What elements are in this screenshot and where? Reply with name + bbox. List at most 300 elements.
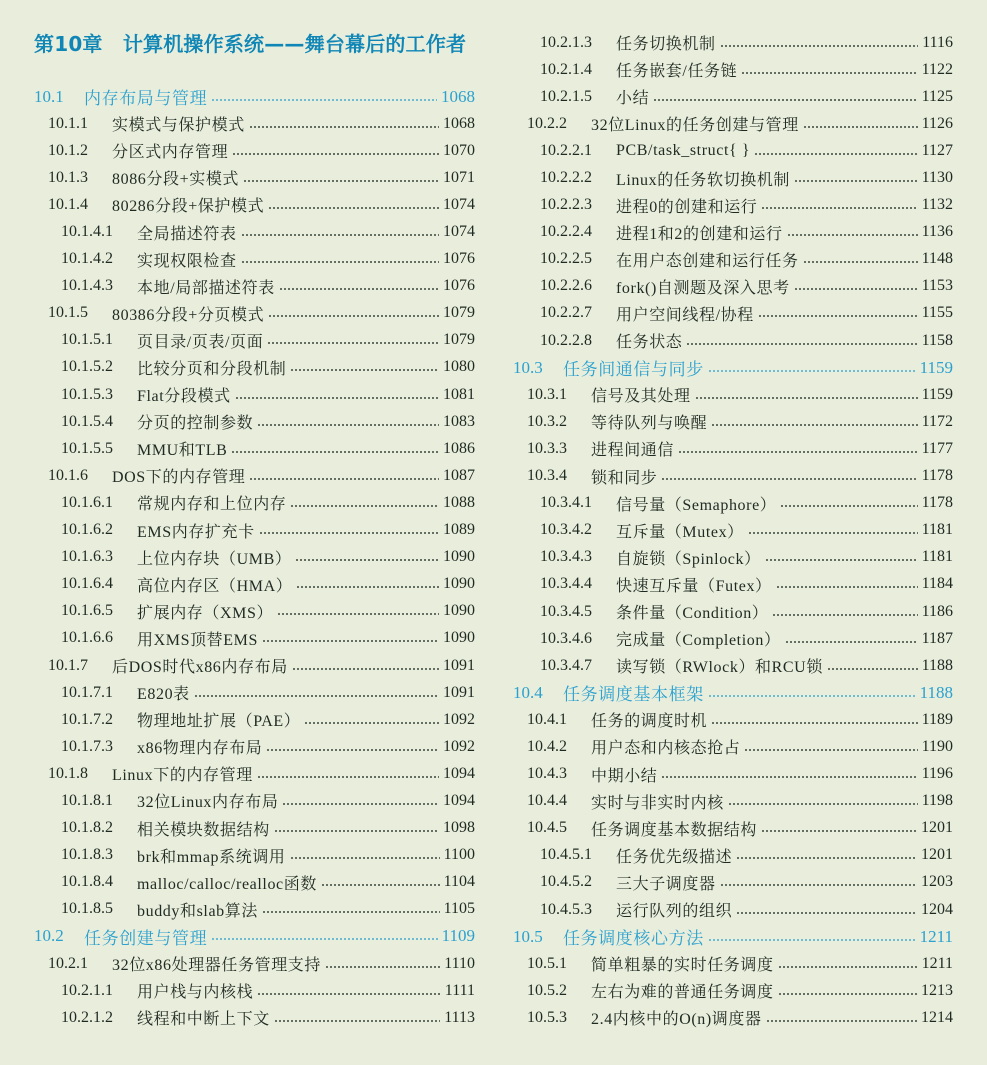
page-number: 1211: [921, 954, 953, 972]
dot-leader: [678, 451, 918, 453]
page-number: 1188: [919, 682, 953, 702]
entry-title: Linux下的内存管理: [112, 767, 253, 785]
dot-leader: [720, 884, 917, 886]
toc-entry: [34, 1004, 475, 1031]
page-number: 1087: [443, 466, 475, 484]
dot-leader: [695, 397, 918, 399]
page-number: 1190: [921, 737, 953, 755]
entry-number: 10.1.8.3: [61, 846, 113, 864]
entry-title: 任务间通信与同步: [563, 360, 704, 380]
dot-leader: [778, 966, 918, 968]
entry-title: 2.4内核中的O(n)调度器: [591, 1011, 762, 1029]
page-number: 1092: [443, 710, 475, 728]
page-number: 1116: [922, 33, 953, 51]
entry-number: 10.1.7.1: [61, 683, 113, 701]
entry-number: 10.1.6.3: [61, 548, 113, 566]
entry-number: 10.1.1: [48, 114, 88, 132]
entry-title: 比较分页和分段机制: [137, 360, 287, 378]
page-number: 1204: [921, 900, 953, 918]
page-number: 1090: [443, 629, 475, 647]
entry-title: DOS下的内存管理: [112, 469, 246, 487]
entry-number: 10.2.2.1: [540, 141, 592, 159]
dot-leader: [765, 559, 918, 561]
entry-number: 10.3.2: [527, 412, 567, 430]
toc-entry: [513, 761, 953, 788]
entry-number: 10.1.6.5: [61, 602, 113, 620]
toc-entry: [34, 517, 475, 544]
entry-title: brk和mmap系统调用: [137, 848, 286, 866]
entry-title: 用户态和内核态抢占: [591, 740, 741, 758]
toc-entry: [34, 137, 475, 164]
dot-leader: [778, 993, 917, 995]
toc-entry: [513, 788, 953, 815]
dot-leader: [761, 830, 917, 832]
entry-title: 后DOS时代x86内存布局: [112, 659, 288, 677]
page-number: 1122: [921, 60, 953, 78]
chapter-title: 第10章 计算机操作系统——舞台幕后的工作者: [34, 32, 467, 56]
page-number: 1070: [443, 141, 475, 159]
entry-title: E820表: [137, 686, 190, 704]
entry-title: x86物理内存布局: [137, 740, 263, 758]
entry-number: 10.3: [513, 357, 543, 377]
entry-number: 10.2.1.3: [540, 33, 592, 51]
dot-leader: [257, 424, 439, 426]
page-number: 1083: [443, 412, 475, 430]
toc-entry: [513, 733, 953, 760]
entry-number: 10.1.8.4: [61, 873, 113, 891]
entry-title: 分区式内存管理: [112, 144, 229, 162]
dot-leader: [803, 261, 918, 263]
entry-title: 常规内存和上位内存: [137, 496, 287, 514]
dot-leader: [241, 261, 439, 263]
page-number: 1136: [921, 223, 953, 241]
entry-number: 10.1.7.3: [61, 737, 113, 755]
toc-right-column: [513, 29, 953, 1031]
entry-title: 实时与非实时内核: [591, 794, 724, 812]
dot-leader: [232, 153, 439, 155]
entry-number: 10.2.1.4: [540, 60, 592, 78]
dot-leader: [296, 586, 439, 588]
entry-title: Linux的任务软切换机制: [616, 171, 791, 189]
toc-entry: [513, 463, 953, 490]
dot-leader: [803, 126, 918, 128]
page-number: 1189: [921, 710, 953, 728]
entry-number: 10.1.4: [48, 195, 88, 213]
entry-title: 运行队列的组织: [616, 903, 733, 921]
entry-title: 32位x86处理器任务管理支持: [112, 957, 322, 975]
toc-entry: [34, 977, 475, 1004]
entry-title: 任务调度基本数据结构: [591, 821, 758, 839]
page-number: 1113: [444, 1008, 475, 1026]
entry-number: 10.1.5.2: [61, 358, 113, 376]
page-number: 1198: [921, 792, 953, 810]
page-number: 1094: [443, 791, 475, 809]
entry-title: 8086分段+实模式: [112, 171, 240, 189]
page-number: 1091: [443, 656, 475, 674]
dot-leader: [748, 532, 918, 534]
entry-number: 10.1.8.2: [61, 819, 113, 837]
toc-entry: [34, 83, 475, 110]
page-number: 1068: [441, 86, 475, 106]
toc-entry: [34, 191, 475, 218]
page-number: 1127: [921, 141, 953, 159]
dot-leader: [787, 234, 918, 236]
entry-number: 10.4.5.1: [540, 846, 592, 864]
dot-leader: [708, 695, 916, 697]
page-number: 1091: [443, 683, 475, 701]
entry-number: 10.2.2.7: [540, 304, 592, 322]
entry-number: 10.1.6.1: [61, 493, 113, 511]
dot-leader: [292, 668, 439, 670]
entry-number: 10.1.4.2: [61, 250, 113, 268]
dot-leader: [758, 315, 918, 317]
toc-entry: [34, 354, 475, 381]
page-number: 1130: [921, 169, 953, 187]
entry-number: 10.1.5.3: [61, 385, 113, 403]
dot-leader: [754, 153, 917, 155]
toc-entry: [513, 544, 953, 571]
entry-title: 高位内存区（HMA）: [137, 577, 293, 595]
page-number: 1177: [921, 439, 953, 457]
dot-leader: [785, 641, 918, 643]
dot-leader: [274, 1020, 440, 1022]
dot-leader: [653, 99, 917, 101]
page-number: 1076: [443, 250, 475, 268]
dot-leader: [321, 884, 440, 886]
entry-title: 32位Linux的任务创建与管理: [591, 117, 799, 135]
dot-leader: [194, 695, 439, 697]
entry-title: 任务优先级描述: [616, 848, 733, 866]
entry-title: 80286分段+保护模式: [112, 198, 265, 216]
page-number: 1181: [921, 548, 953, 566]
page-number: 1188: [921, 656, 953, 674]
dot-leader: [211, 99, 437, 101]
dot-leader: [241, 234, 439, 236]
page-number: 1110: [444, 954, 475, 972]
dot-leader: [711, 424, 917, 426]
dot-leader: [290, 857, 440, 859]
page-number: 1159: [919, 357, 953, 377]
toc-left-column: [34, 83, 475, 1031]
entry-title: 小结: [616, 90, 650, 108]
toc-entry: [34, 842, 475, 869]
toc-entry: [34, 273, 475, 300]
dot-leader: [268, 315, 439, 317]
entry-title: 三大子调度器: [616, 875, 716, 893]
toc-entry: [513, 869, 953, 896]
entry-number: 10.4.1: [527, 710, 567, 728]
entry-title: 进程间通信: [591, 442, 675, 460]
dot-leader: [736, 857, 917, 859]
toc-entry: [513, 327, 953, 354]
dot-leader: [661, 776, 917, 778]
toc-entry: [34, 598, 475, 625]
page-number: 1201: [921, 819, 953, 837]
dot-leader: [776, 586, 918, 588]
entry-title: 完成量（Completion）: [616, 632, 781, 650]
dot-leader: [262, 640, 439, 642]
toc-entry: [513, 435, 953, 462]
entry-title: malloc/calloc/realloc函数: [137, 875, 317, 893]
entry-number: 10.1.8.5: [61, 900, 113, 918]
page-number: 1098: [443, 819, 475, 837]
page-number: 1079: [443, 331, 475, 349]
entry-title: 相关模块数据结构: [137, 821, 270, 839]
entry-title: buddy和slab算法: [137, 902, 258, 920]
page-number: 1088: [443, 493, 475, 511]
entry-title: 信号及其处理: [591, 388, 691, 406]
toc-entry: [513, 164, 953, 191]
dot-leader: [231, 451, 439, 453]
entry-title: 在用户态创建和运行任务: [616, 252, 799, 270]
entry-title: fork()自测题及深入思考: [616, 279, 790, 297]
page-number: 1211: [919, 926, 953, 946]
toc-entry: [34, 218, 475, 245]
dot-leader: [279, 288, 439, 290]
entry-number: 10.2.2.5: [540, 250, 592, 268]
entry-number: 10.1.7: [48, 656, 88, 674]
toc-entry: [34, 435, 475, 462]
toc-entry: [513, 56, 953, 83]
dot-leader: [741, 72, 917, 74]
dot-leader: [290, 369, 439, 371]
dot-leader: [257, 776, 439, 778]
dot-leader: [708, 939, 916, 941]
toc-entry: [513, 923, 953, 950]
entry-number: 10.1.6.6: [61, 629, 113, 647]
entry-number: 10.5.3: [527, 1008, 567, 1026]
page-number: 1126: [921, 114, 953, 132]
entry-number: 10.4.5.3: [540, 900, 592, 918]
entry-title: 任务嵌套/任务链: [616, 63, 738, 81]
dot-leader: [235, 397, 439, 399]
page-number: 1076: [443, 277, 475, 295]
dot-leader: [211, 938, 437, 940]
dot-leader: [249, 126, 439, 128]
page-number: 1153: [921, 277, 953, 295]
dot-leader: [711, 722, 917, 724]
entry-title: 任务创建与管理: [84, 928, 208, 948]
page-number: 1125: [921, 87, 953, 105]
entry-title: 快速互斥量（Futex）: [616, 577, 772, 595]
entry-number: 10.1.5.5: [61, 439, 113, 457]
entry-title: 物理地址扩展（PAE）: [137, 713, 301, 731]
toc-entry: [34, 733, 475, 760]
entry-title: 进程0的创建和运行: [616, 198, 758, 216]
toc-entry: [34, 462, 475, 489]
dot-leader: [249, 478, 439, 480]
entry-title: PCB/task_struct{ }: [616, 141, 751, 159]
page-number: 1214: [921, 1008, 953, 1026]
page-number: 1105: [443, 900, 475, 918]
entry-title: MMU和TLB: [137, 442, 228, 460]
entry-number: 10.2.1.1: [61, 981, 113, 999]
entry-number: 10.2.2.6: [540, 277, 592, 295]
toc-entry: [513, 652, 953, 679]
page-number: 1158: [921, 331, 953, 349]
entry-number: 10.3.3: [527, 439, 567, 457]
toc-entry: [513, 977, 953, 1004]
dot-leader: [262, 911, 440, 913]
entry-title: 互斥量（Mutex）: [616, 523, 744, 541]
entry-number: 10.1.8: [48, 764, 88, 782]
dot-leader: [295, 559, 439, 561]
toc-entry: [513, 219, 953, 246]
entry-number: 10.3.4.7: [540, 656, 592, 674]
page-number: 1104: [443, 873, 475, 891]
page-number: 1132: [921, 196, 953, 214]
dot-leader: [720, 45, 919, 47]
entry-number: 10.1.4.3: [61, 277, 113, 295]
page-number: 1074: [443, 223, 475, 241]
toc-entry: [34, 489, 475, 516]
dot-leader: [772, 614, 917, 616]
entry-title: 分页的控制参数: [137, 415, 254, 433]
entry-title: 左右为难的普通任务调度: [591, 984, 774, 1002]
dot-leader: [761, 207, 917, 209]
dot-leader: [282, 803, 439, 805]
toc-entry: [513, 896, 953, 923]
entry-number: 10.1.5.1: [61, 331, 113, 349]
toc-entry: [513, 192, 953, 219]
entry-title: 进程1和2的创建和运行: [616, 225, 783, 243]
entry-number: 10.4.2: [527, 737, 567, 755]
page-number: 1086: [443, 439, 475, 457]
page-number: 1172: [921, 412, 953, 430]
page-number: 1196: [921, 765, 953, 783]
page-number: 1159: [921, 385, 953, 403]
page-number: 1184: [921, 575, 953, 593]
page-number: 1186: [921, 602, 953, 620]
page-number: 1155: [921, 304, 953, 322]
page-number: 1092: [443, 737, 475, 755]
entry-number: 10.2.1.2: [61, 1008, 113, 1026]
page-number: 1178: [921, 467, 953, 485]
entry-title: 条件量（Condition）: [616, 605, 769, 623]
entry-title: 用户空间线程/协程: [616, 306, 754, 324]
page-number: 1201: [921, 846, 953, 864]
toc-entry: [513, 29, 953, 56]
toc-entry: [34, 869, 475, 896]
toc-entry: [34, 787, 475, 814]
entry-number: 10.1.7.2: [61, 710, 113, 728]
entry-title: 任务调度核心方法: [563, 929, 704, 949]
page-number: 1090: [443, 548, 475, 566]
toc-entry: [513, 490, 953, 517]
dot-leader: [728, 803, 918, 805]
entry-number: 10.1.6: [48, 466, 88, 484]
toc-entry: [34, 381, 475, 408]
entry-title: 本地/局部描述符表: [137, 279, 275, 297]
entry-number: 10.2.1: [48, 954, 88, 972]
entry-number: 10.4.5.2: [540, 873, 592, 891]
entry-title: 实现权限检查: [137, 252, 237, 270]
dot-leader: [780, 505, 917, 507]
toc-entry: [34, 706, 475, 733]
page-number: 1181: [921, 521, 953, 539]
toc-entry: [513, 1004, 953, 1031]
entry-title: 全局描述符表: [137, 225, 237, 243]
entry-number: 10.5.2: [527, 981, 567, 999]
dot-leader: [266, 749, 439, 751]
toc-entry: [513, 246, 953, 273]
entry-title: 任务的调度时机: [591, 713, 708, 731]
page-number: 1213: [921, 981, 953, 999]
toc-entry: [513, 110, 953, 137]
page-number: 1080: [443, 358, 475, 376]
toc-entry: [34, 327, 475, 354]
entry-title: 读写锁（RWlock）和RCU锁: [616, 659, 823, 677]
entry-title: 中期小结: [591, 767, 658, 785]
entry-number: 10.1.5: [48, 304, 88, 322]
toc-entry: [34, 544, 475, 571]
toc-entry: [513, 408, 953, 435]
toc-entry: [513, 598, 953, 625]
toc-entry: [513, 381, 953, 408]
entry-title: EMS内存扩充卡: [137, 523, 255, 541]
toc-entry: [34, 760, 475, 787]
entry-number: 10.1.2: [48, 141, 88, 159]
entry-number: 10.3.4.5: [540, 602, 592, 620]
entry-title: 80386分段+分页模式: [112, 306, 265, 324]
toc-entry: [513, 706, 953, 733]
entry-number: 10.3.4.6: [540, 629, 592, 647]
page-number: 1089: [443, 521, 475, 539]
entry-title: 线程和中断上下文: [137, 1011, 270, 1029]
toc-entry: [513, 83, 953, 110]
entry-number: 10.3.4: [527, 467, 567, 485]
entry-number: 10.3.4.4: [540, 575, 592, 593]
dot-leader: [794, 180, 918, 182]
entry-number: 10.1.5.4: [61, 412, 113, 430]
page-number: 1203: [921, 873, 953, 891]
dot-leader: [243, 180, 439, 182]
page-number: 1071: [443, 168, 475, 186]
entry-number: 10.1.4.1: [61, 223, 113, 241]
dot-leader: [267, 342, 439, 344]
dot-leader: [274, 830, 439, 832]
toc-entry: [513, 300, 953, 327]
entry-title: 用户栈与内核栈: [137, 984, 254, 1002]
entry-number: 10.1.3: [48, 168, 88, 186]
entry-number: 10.3.4.2: [540, 521, 592, 539]
page-number: 1109: [441, 926, 475, 946]
page-number: 1079: [443, 304, 475, 322]
dot-leader: [661, 478, 917, 480]
entry-title: 任务调度基本框架: [563, 685, 704, 705]
dot-leader: [827, 668, 918, 670]
entry-title: Flat分段模式: [137, 388, 231, 406]
entry-title: 扩展内存（XMS）: [137, 604, 274, 622]
toc-entry: [34, 625, 475, 652]
entry-number: 10.1: [34, 86, 64, 106]
entry-number: 10.2.2.4: [540, 223, 592, 241]
entry-number: 10.1.6.2: [61, 521, 113, 539]
page-number: 1178: [921, 494, 953, 512]
toc-entry: [34, 815, 475, 842]
entry-number: 10.3.1: [527, 385, 567, 403]
dot-leader: [290, 505, 439, 507]
dot-leader: [257, 993, 441, 995]
entry-number: 10.1.6.4: [61, 575, 113, 593]
dot-leader: [277, 613, 439, 615]
dot-leader: [794, 288, 918, 290]
toc-entry: [34, 896, 475, 923]
entry-title: 实模式与保护模式: [112, 117, 245, 135]
toc-entry: [34, 300, 475, 327]
dot-leader: [304, 722, 439, 724]
page-number: 1187: [921, 629, 953, 647]
